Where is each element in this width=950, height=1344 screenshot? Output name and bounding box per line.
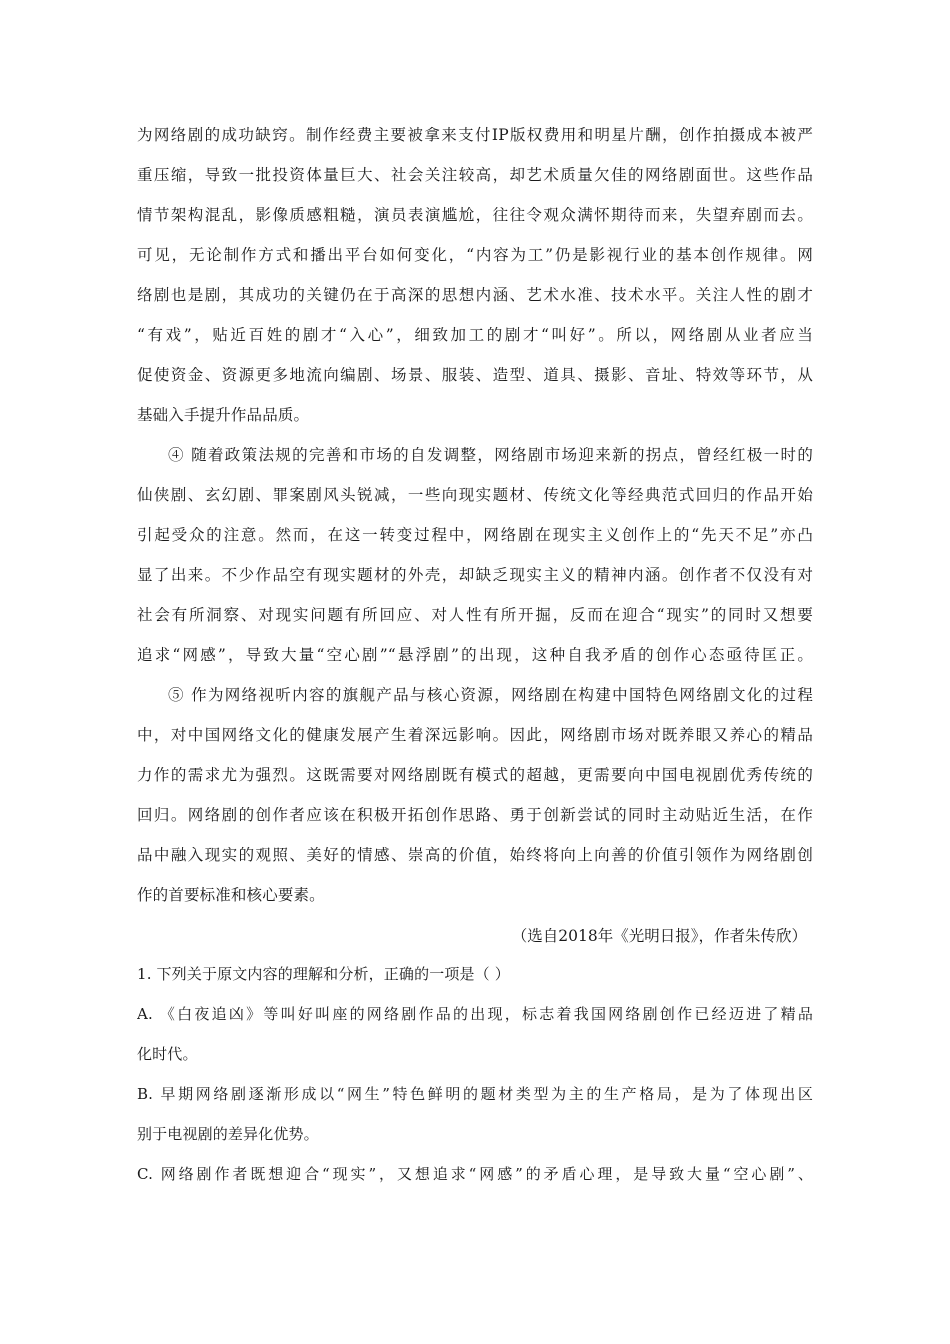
paragraph-line: 品中融入现实的观照、美好的情感、崇高的价值，始终将向上向善的价值引领作为网络剧创 <box>137 846 813 864</box>
paragraph-line: 重压缩，导致一批投资体量巨大、社会关注较高，却艺术质量欠佳的网络剧面世。这些作品 <box>137 166 813 184</box>
paragraph-line: 为网络剧的成功缺窍。制作经费主要被拿来支付IP版权费用和明星片酬，创作拍摄成本被严 <box>137 126 813 144</box>
source-citation: （选自2018年《光明日报》，作者朱传欣） <box>511 927 807 945</box>
paragraph-line: 中，对中国网络文化的健康发展产生着深远影响。因此，网络剧市场对既养眼又养心的精品 <box>137 726 813 744</box>
paragraph-line: ④ 随着政策法规的完善和市场的自发调整，网络剧市场迎来新的拐点，曾经红极一时的 <box>168 446 813 464</box>
paragraph-line: 回归。网络剧的创作者应该在积极开拓创作思路、勇于创新尝试的同时主动贴近生活，在作 <box>137 806 813 824</box>
option-b-line: 别于电视剧的差异化优势。 <box>137 1125 319 1143</box>
paragraph-line: 作的首要标准和核心要素。 <box>137 886 325 904</box>
option-b-line: B. 早期网络剧逐渐形成以“网生”特色鲜明的题材类型为主的生产格局，是为了体现出区 <box>137 1085 813 1103</box>
paragraph-line: 情节架构混乱，影像质感粗糙，演员表演尴尬，往往令观众满怀期待而来，失望弃剧而去。 <box>137 206 813 224</box>
question-stem: 1. 下列关于原文内容的理解和分析，正确的一项是（ ） <box>137 965 510 983</box>
paragraph-line: 引起受众的注意。然而，在这一转变过程中，网络剧在现实主义创作上的“先天不足”亦凸 <box>137 526 813 544</box>
paragraph-line: 促使资金、资源更多地流向编剧、场景、服装、造型、道具、摄影、音址、特效等环节，从 <box>137 366 813 384</box>
option-a-line: A. 《白夜追凶》等叫好叫座的网络剧作品的出现，标志着我国网络剧创作已经迈进了精品 <box>137 1005 813 1023</box>
option-c-line: C. 网络剧作者既想迎合“现实”，又想追求“网感”的矛盾心理，是导致大量“空心剧”、 <box>137 1165 813 1183</box>
paragraph-line: “有戏”，贴近百姓的剧才“入心”，细致加工的剧才“叫好”。所以，网络剧从业者应当 <box>137 326 813 344</box>
paragraph-line: 社会有所洞察、对现实问题有所回应、对人性有所开掘，反而在迎合“现实”的同时又想要 <box>137 606 813 624</box>
option-a-line: 化时代。 <box>137 1045 198 1063</box>
paragraph-line: 仙侠剧、玄幻剧、罪案剧风头锐减，一些向现实题材、传统文化等经典范式回归的作品开始 <box>137 486 813 504</box>
paragraph-line: 显了出来。不少作品空有现实题材的外壳，却缺乏现实主义的精神内涵。创作者不仅没有对 <box>137 566 813 584</box>
paragraph-line: 基础入手提升作品品质。 <box>137 406 310 424</box>
paragraph-line: ⑤ 作为网络视听内容的旗舰产品与核心资源，网络剧在构建中国特色网络剧文化的过程 <box>168 686 813 704</box>
paragraph-line: 力作的需求尤为强烈。这既需要对网络剧既有模式的超越，更需要向中国电视剧优秀传统的 <box>137 766 813 784</box>
paragraph-line: 络剧也是剧，其成功的关键仍在于高深的思想内涵、艺术水准、技术水平。关注人性的剧才 <box>137 286 813 304</box>
paragraph-line: 可见，无论制作方式和播出平台如何变化，“内容为工”仍是影视行业的基本创作规律。网 <box>137 246 813 264</box>
paragraph-line: 追求“网感”，导致大量“空心剧”“悬浮剧”的出现，这种自我矛盾的创作心态亟待匡正。 <box>137 646 813 664</box>
